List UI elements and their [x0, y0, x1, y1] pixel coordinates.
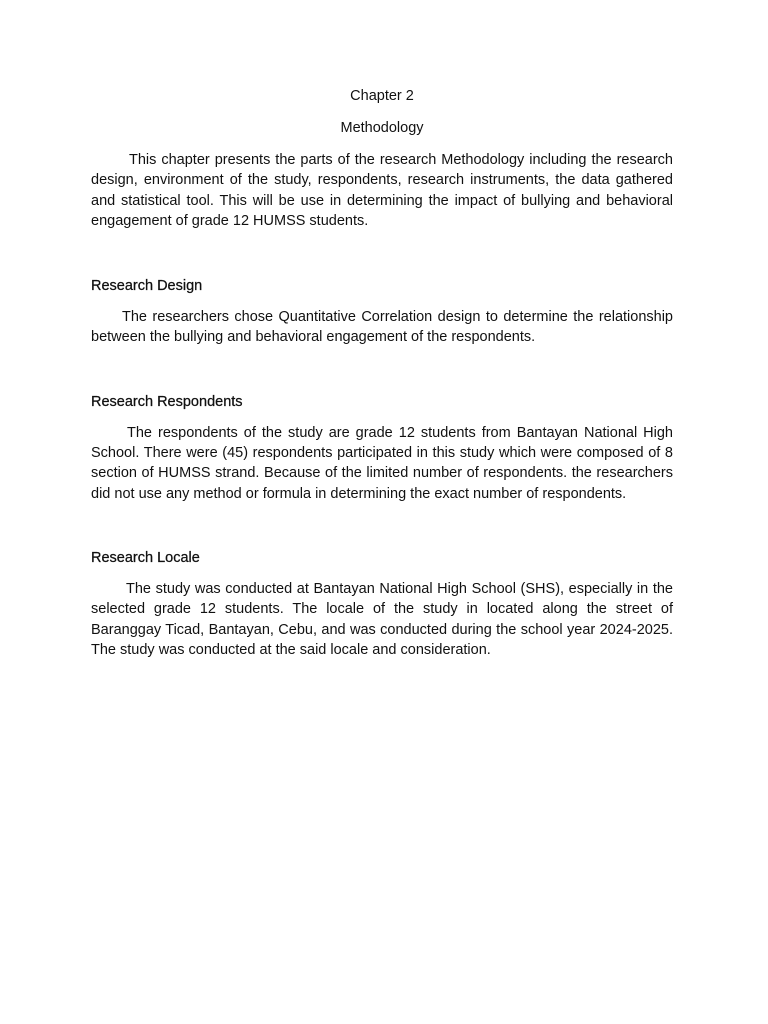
section-research-design — [91, 276, 673, 348]
document-content — [91, 86, 673, 660]
section-heading: Research Locale — [91, 549, 200, 566]
section-paragraph: The respondents of the study are grade 12 students from Bantayan National High School. There were (45) respondents participated in this study which were composed of 8 section of HUMSS strand. Because of the limited number of respondents. the researchers did not use any method or formula in determining the exact number of respondents. — [91, 424, 673, 502]
intro-paragraph: This chapter presents the parts of the research Methodology including the research design, environment of the study, respondents, research instruments, the data gathered and statistical tool. This will be use in determining the impact of bullying and behavioral engagement of grade 12 HUMSS students. — [91, 152, 673, 229]
section-research-locale — [91, 548, 673, 660]
chapter-title: Methodology — [340, 120, 424, 136]
section-research-respondents — [91, 392, 673, 504]
section-heading: Research Respondents — [91, 393, 243, 410]
chapter-label: Chapter 2 — [350, 88, 414, 104]
section-heading: Research Design — [91, 278, 203, 295]
section-paragraph: The researchers chose Quantitative Correlation design to determine the relationship between the bullying and behavioral engagement of the respondents. — [91, 309, 673, 346]
section-paragraph: The study was conducted at Bantayan National High School (SHS), especially in the selected grade 12 students. The locale of the study in located along the street of Baranggay Ticad, Bantayan, Cebu, and was conducted during the school year 2024-2025. The study was conducted at the said locale and consideration. — [91, 580, 673, 658]
